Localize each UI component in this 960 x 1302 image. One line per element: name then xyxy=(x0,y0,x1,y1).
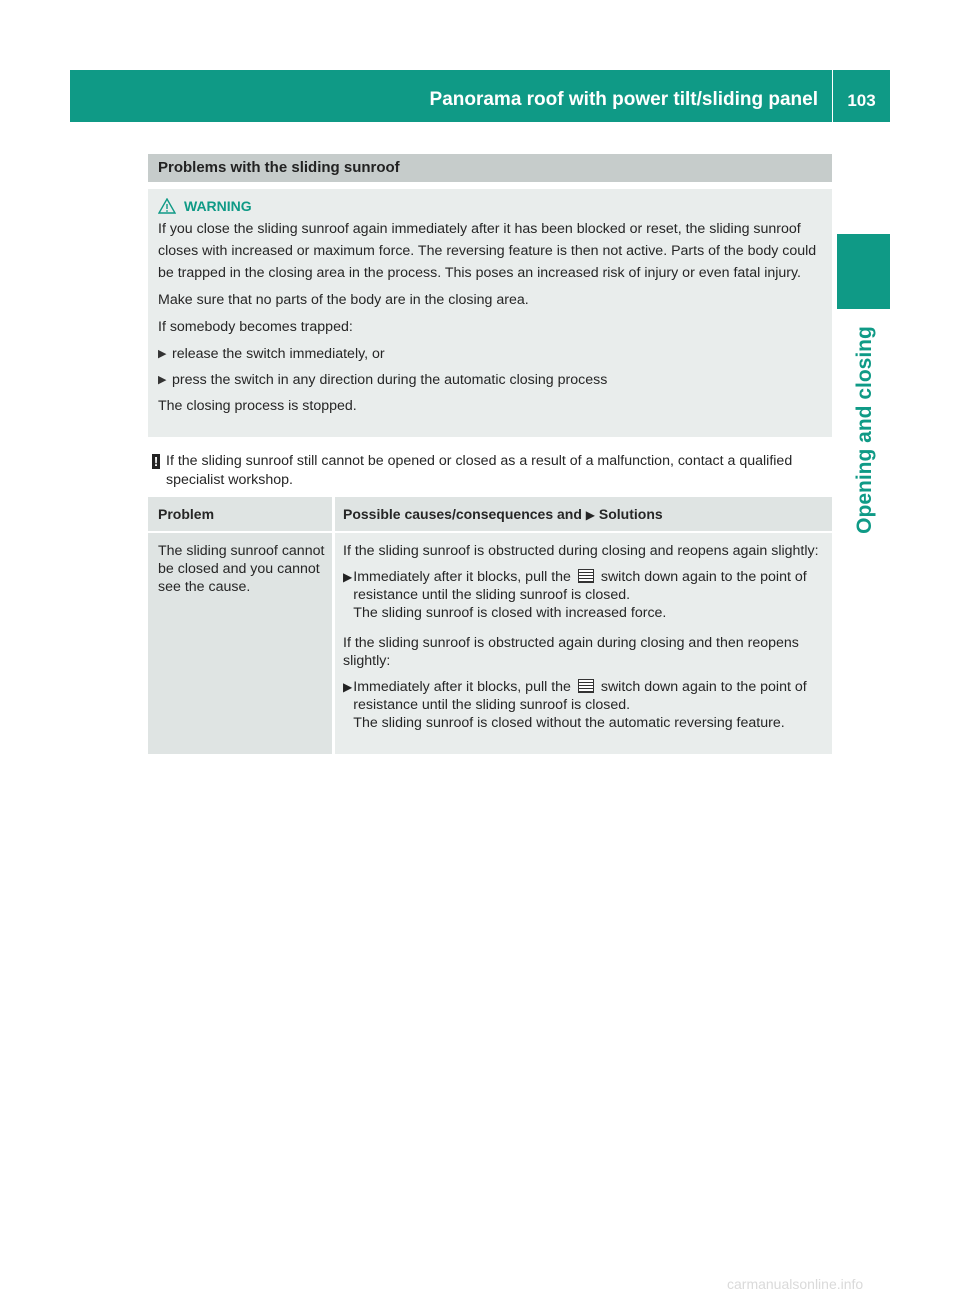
condition-text: If the sliding sunroof is obstructed again during closing and then reopens slightly: xyxy=(343,635,799,669)
section-title: Problems with the sliding sunroof xyxy=(148,154,832,182)
step-text xyxy=(353,568,826,622)
warning-paragraph: If somebody becomes trapped: xyxy=(158,319,353,335)
note xyxy=(148,452,832,490)
arrow-right-icon: ▶ xyxy=(343,680,353,694)
warning-paragraph: If you close the sliding sunroof again immediately after it has been blocked or reset, the sliding sunroof closes with increased or maximum force. The reversing feature is then not active. Parts of the body could be trapped in the closing area in the process. This poses an increased risk of injury or even fatal injury. xyxy=(158,221,817,281)
step-result: The sliding sunroof is closed with increased force. xyxy=(353,605,667,621)
side-tab-label xyxy=(845,310,885,550)
footer-watermark: carmanualsonline.info xyxy=(727,1276,864,1292)
arrow-right-icon: ▶ xyxy=(343,570,353,584)
problem-table xyxy=(148,497,832,754)
table-header-row xyxy=(148,497,832,532)
exclamation-icon: ! xyxy=(153,454,159,469)
solution-cell xyxy=(334,532,833,754)
bullet-text: press the switch in any direction during the automatic closing process xyxy=(172,372,608,388)
warning-bullet xyxy=(158,343,824,365)
step-result: The sliding sunroof is closed without the automatic reversing feature. xyxy=(353,715,785,731)
warning-triangle-icon xyxy=(158,198,176,214)
table-row xyxy=(148,532,832,754)
side-tab-text: Opening and closing xyxy=(853,326,876,534)
step-text-part: switch down again to the point of resistance until the sliding sunroof is closed. xyxy=(353,679,807,713)
bullet-icon: ▶ xyxy=(158,348,167,360)
column-header-problem: Problem xyxy=(148,497,334,532)
bullet-text: release the switch immediately, or xyxy=(172,346,385,362)
warning-bullet xyxy=(158,369,824,391)
action-step xyxy=(343,568,826,622)
header-bar xyxy=(70,70,832,122)
warning-head xyxy=(158,194,824,218)
note-text: If the sliding sunroof still cannot be opened or closed as a result of a malfunction, contact a qualified specialist workshop. xyxy=(166,453,793,488)
page-number: 103 xyxy=(833,70,890,122)
problem-cell: The sliding sunroof cannot be closed and you cannot see the cause. xyxy=(148,532,334,754)
column-header-text: Solutions xyxy=(598,506,663,522)
step-text-part: switch down again to the point of resistance until the sliding sunroof is closed. xyxy=(353,569,807,603)
step-text xyxy=(353,678,826,732)
condition-text: If the sliding sunroof is obstructed during closing and reopens again slightly: xyxy=(343,543,819,559)
bullet-icon: ▶ xyxy=(158,374,167,386)
step-text-part: Immediately after it blocks, pull the xyxy=(353,569,571,585)
warning-paragraph: The closing process is stopped. xyxy=(158,398,357,414)
action-step xyxy=(343,678,826,732)
side-tab-marker xyxy=(837,234,890,309)
warning-label: WARNING xyxy=(184,198,252,214)
column-header-solutions xyxy=(334,497,833,532)
sunroof-switch-icon xyxy=(578,679,594,693)
header-title: Panorama roof with power tilt/sliding panel xyxy=(429,89,818,110)
column-header-text: Possible causes/consequences and xyxy=(343,506,582,522)
warning-box xyxy=(148,189,832,437)
warning-paragraph: Make sure that no parts of the body are in the closing area. xyxy=(158,292,529,308)
step-text-part: Immediately after it blocks, pull the xyxy=(353,679,571,695)
sunroof-switch-icon xyxy=(578,569,594,583)
arrow-right-icon: ▶ xyxy=(585,508,596,522)
